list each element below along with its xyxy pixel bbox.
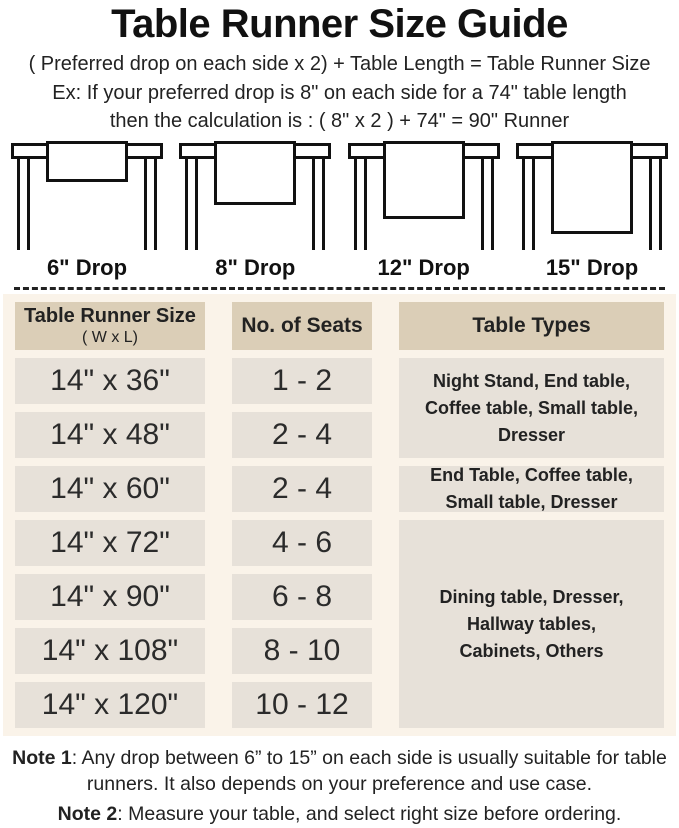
page-title: Table Runner Size Guide bbox=[111, 2, 568, 46]
seats-cell: 8 - 10 bbox=[232, 628, 372, 674]
column-header-seats: No. of Seats bbox=[232, 302, 372, 350]
note-2-label: Note 2 bbox=[57, 802, 118, 825]
drop-label-6: 6" Drop bbox=[46, 255, 128, 280]
dashed-divider bbox=[14, 287, 665, 290]
table-leg-line bbox=[144, 158, 147, 250]
table-leg-line bbox=[27, 158, 30, 250]
table-leg-line bbox=[185, 158, 188, 250]
table-diagram-12-drop bbox=[348, 141, 500, 253]
table-types-text: Dining table, Dresser, Hallway tables, Cabinets, Others bbox=[439, 586, 624, 661]
drop-label-15: 15" Drop bbox=[545, 255, 639, 280]
table-types-cell-small bbox=[399, 358, 664, 458]
table-leg-line bbox=[17, 158, 20, 250]
size-table bbox=[3, 294, 676, 736]
note-1-label: Note 1 bbox=[12, 747, 72, 769]
column-header-table-types: Table Types bbox=[399, 302, 664, 350]
note-1-text: : Any drop between 6” to 15” on each side is usually suitable for table runners. It also depends on your preference and use case. bbox=[71, 747, 667, 795]
table-leg-line bbox=[312, 158, 315, 250]
table-diagram-15-drop bbox=[516, 141, 668, 253]
table-leg-line bbox=[481, 158, 484, 250]
table-types-text: Night Stand, End table, Coffee table, Small table, Dresser bbox=[424, 370, 639, 445]
runner-size-cell: 14" x 120" bbox=[15, 682, 205, 728]
drop-label-8: 8" Drop bbox=[215, 255, 296, 280]
table-types-cell-large bbox=[399, 520, 664, 728]
runner-shape bbox=[46, 141, 128, 182]
drop-label-12: 12" Drop bbox=[377, 255, 470, 280]
runner-size-cell: 14" x 108" bbox=[15, 628, 205, 674]
note-2-text: : Measure your table, and select right size before ordering. bbox=[117, 802, 622, 825]
table-leg-line bbox=[491, 158, 494, 250]
runner-shape bbox=[214, 141, 296, 205]
table-leg-line bbox=[659, 158, 662, 250]
seats-cell: 1 - 2 bbox=[232, 358, 372, 404]
notes-section bbox=[0, 746, 679, 828]
table-leg-line bbox=[154, 158, 157, 250]
table-diagram-8-drop bbox=[179, 141, 331, 253]
table-leg-line bbox=[532, 158, 535, 250]
table-leg-line bbox=[354, 158, 357, 250]
seats-cell: 2 - 4 bbox=[232, 412, 372, 458]
column-header-runner-size bbox=[15, 302, 205, 350]
runner-shape bbox=[383, 141, 465, 219]
table-diagram-6-drop bbox=[11, 141, 163, 253]
column-header-runner-size-subtitle: ( W x L) bbox=[82, 329, 138, 347]
example-line-1: Ex: If your preferred drop is 8" on each side for a 74" table length bbox=[52, 82, 627, 104]
example-line-2: then the calculation is : ( 8" x 2 ) + 74" = 90" Runner bbox=[109, 110, 570, 132]
table-leg-line bbox=[649, 158, 652, 250]
table-runner-size-guide bbox=[0, 2, 679, 828]
column-header-runner-size-title: Table Runner Size bbox=[24, 305, 196, 328]
drop-labels bbox=[0, 255, 679, 281]
runner-size-cell: 14" x 36" bbox=[15, 358, 205, 404]
table-types-cell-medium bbox=[399, 466, 664, 512]
drop-diagrams bbox=[0, 141, 679, 253]
seats-cell: 6 - 8 bbox=[232, 574, 372, 620]
seats-cell: 2 - 4 bbox=[232, 466, 372, 512]
table-leg-line bbox=[364, 158, 367, 250]
table-leg-line bbox=[322, 158, 325, 250]
table-leg-line bbox=[522, 158, 525, 250]
runner-size-cell: 14" x 48" bbox=[15, 412, 205, 458]
table-types-text: End Table, Coffee table, Small table, Dresser bbox=[430, 465, 633, 512]
note-2 bbox=[2, 802, 677, 828]
runner-size-cell: 14" x 60" bbox=[15, 466, 205, 512]
runner-shape bbox=[551, 141, 633, 234]
runner-size-cell: 14" x 72" bbox=[15, 520, 205, 566]
seats-cell: 10 - 12 bbox=[232, 682, 372, 728]
note-1 bbox=[2, 746, 677, 798]
table-leg-line bbox=[195, 158, 198, 250]
formula-text: ( Preferred drop on each side x 2) + Table Length = Table Runner Size bbox=[28, 53, 651, 75]
seats-cell: 4 - 6 bbox=[232, 520, 372, 566]
runner-size-cell: 14" x 90" bbox=[15, 574, 205, 620]
